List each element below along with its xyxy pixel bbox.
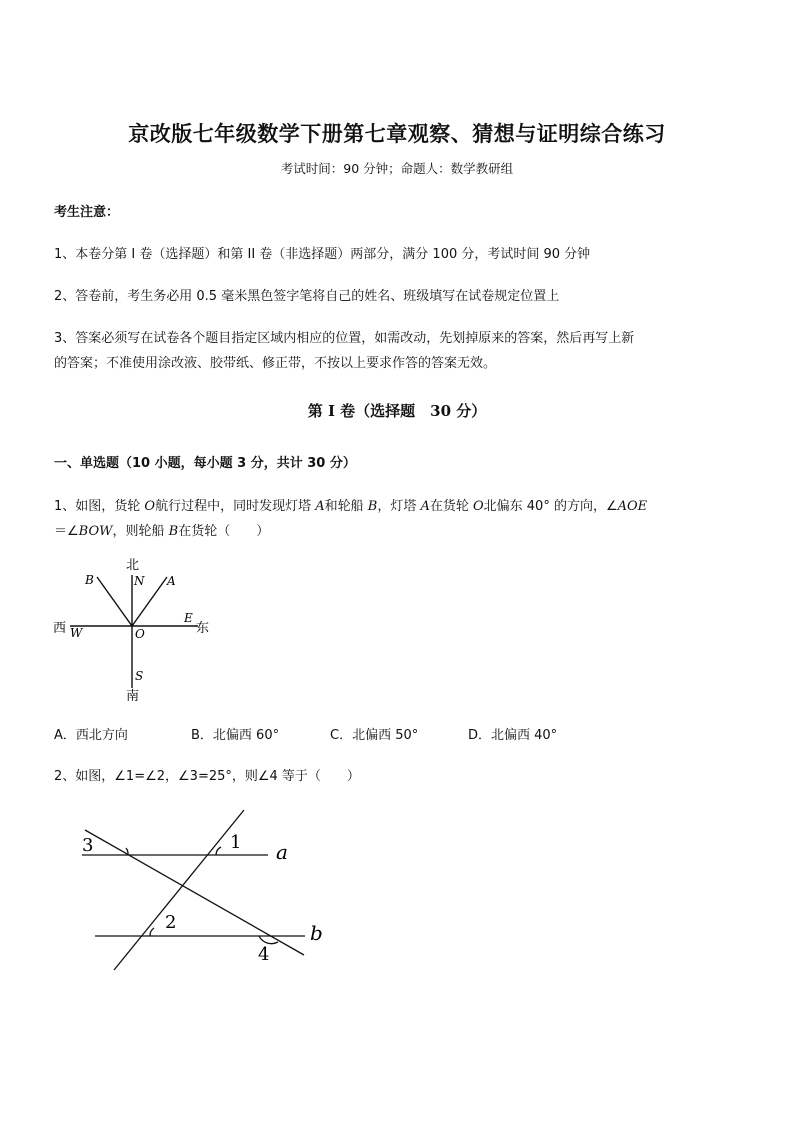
q1-option-b[interactable]: B．北偏西 60°: [191, 728, 280, 743]
line-a-label: a: [276, 840, 288, 864]
angle-4-arc: [259, 936, 278, 944]
angle-2-label: 2: [165, 912, 177, 933]
question-1-line-2: [54, 520, 269, 539]
label-S: S: [135, 669, 144, 683]
q1-var-O: O: [144, 499, 156, 514]
part-heading: 一、单选题（10 小题，每小题 3 分，共计 30 分）: [54, 456, 356, 471]
angle-3-label: 3: [82, 835, 94, 856]
angle-1-label: 1: [230, 832, 242, 853]
label-B: B: [85, 573, 94, 587]
q1-text: ，灯塔: [377, 499, 421, 514]
q1-var-BOW: BOW: [78, 524, 113, 539]
question-2-stem: 2、如图，∠1=∠2，∠3=25°，则∠4 等于（ ）: [54, 769, 360, 784]
q1-var-A: A: [420, 499, 430, 514]
angle-2-arc: [150, 928, 154, 936]
q1-var-A: A: [315, 499, 325, 514]
q1-option-d[interactable]: D．北偏西 40°: [468, 728, 558, 743]
q1-text: 和轮船: [324, 499, 368, 514]
q1-text: 在货轮（ ）: [178, 524, 270, 539]
label-east: 东: [196, 621, 210, 636]
notice-heading: 考生注意：: [54, 205, 120, 220]
angle-4-label: 4: [258, 944, 270, 965]
q1-option-c[interactable]: C．北偏西 50°: [330, 728, 419, 743]
notice-item-3-line-1: 3、答案必须写在试卷各个题目指定区域内相应的位置，如需改动，先划掉原来的答案，然后再写上新: [54, 331, 635, 346]
q1-compass-figure: [50, 555, 220, 705]
notice-item-1: 1、本卷分第 I 卷（选择题）和第 II 卷（非选择题）两部分，满分 100 分，考试时间 90 分钟: [54, 247, 591, 262]
q1-var-AOE: AOE: [617, 499, 648, 514]
q1-var-O: O: [472, 499, 484, 514]
q2-parallel-lines-figure: [70, 800, 340, 980]
label-south: 南: [126, 689, 140, 704]
transversal-2: [114, 810, 244, 970]
label-north: 北: [126, 558, 140, 573]
line-b-label: b: [310, 921, 323, 945]
q1-text: 1、如图，货轮: [54, 499, 145, 514]
q1-option-a[interactable]: A．西北方向: [54, 728, 128, 743]
q1-text: ＝∠: [54, 524, 79, 539]
notice-item-2: 2、答卷前，考生务必用 0.5 毫米黑色签字笔将自己的姓名、班级填写在试卷规定位置上: [54, 289, 560, 304]
notice-item-3-line-2: 的答案；不准使用涂改液、胶带纸、修正带，不按以上要求作答的答案无效。: [54, 356, 497, 371]
ray-OB: [97, 577, 132, 626]
q1-var-B: B: [367, 499, 378, 514]
angle-1-arc: [216, 847, 221, 855]
page-title: 京改版七年级数学下册第七章观察、猜想与证明综合练习: [128, 121, 666, 146]
label-west: 西: [53, 621, 67, 636]
label-W: W: [70, 626, 83, 640]
label-A: A: [167, 574, 176, 588]
q1-text: 在货轮: [429, 499, 473, 514]
section-title: 第 I 卷（选择题 30 分）: [307, 402, 487, 420]
label-O: O: [135, 627, 145, 641]
label-E: E: [184, 611, 193, 625]
label-N: N: [134, 574, 145, 588]
q1-var-B: B: [168, 524, 179, 539]
q1-text: 航行过程中，同时发现灯塔: [155, 499, 316, 514]
question-1-line-1: [54, 495, 647, 514]
q1-text: ，则轮船: [112, 524, 169, 539]
exam-info: 考试时间：90 分钟；命题人：数学教研组: [280, 161, 514, 176]
q1-text: 北偏东 40° 的方向，∠: [483, 499, 618, 514]
